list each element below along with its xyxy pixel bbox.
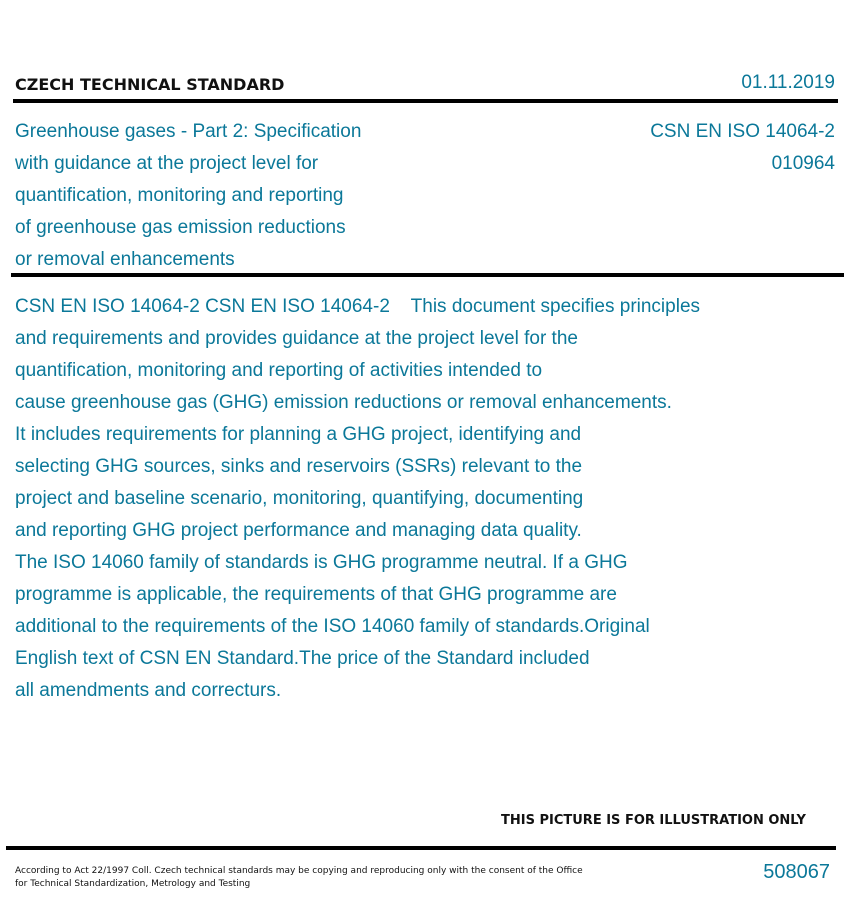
document-id: 508067 — [763, 861, 830, 883]
description-line: additional to the requirements of the ISO 14060 family of standards.Original — [15, 616, 650, 637]
title-divider — [11, 273, 844, 277]
standard-number: CSN EN ISO 14064-2 — [650, 121, 835, 142]
description-line: cause greenhouse gas (GHG) emission reductions or removal enhancements. — [15, 392, 672, 413]
standard-title — [15, 116, 361, 276]
title-line: quantification, monitoring and reporting — [15, 185, 344, 206]
title-line: or removal enhancements — [15, 249, 235, 270]
description-line: quantification, monitoring and reporting of activities intended to — [15, 360, 543, 381]
description-line: programme is applicable, the requirements of that GHG programme are — [15, 584, 617, 605]
legal-notice — [15, 865, 583, 891]
description-line: and requirements and provides guidance at the project level for the — [15, 328, 578, 349]
illustration-note: THIS PICTURE IS FOR ILLUSTRATION ONLY — [501, 813, 806, 828]
issue-date: 01.11.2019 — [741, 72, 835, 93]
description-line: project and baseline scenario, monitoring, quantifying, documenting — [15, 488, 584, 509]
legal-line: According to Act 22/1997 Coll. Czech technical standards may be copying and reproducing only with the consent of the Office — [15, 866, 583, 876]
description-line: and reporting GHG project performance and managing data quality. — [15, 520, 582, 541]
title-line: with guidance at the project level for — [15, 153, 319, 174]
footer-divider — [6, 846, 836, 850]
description-line: all amendments and correcturs. — [15, 680, 282, 701]
header-divider — [13, 99, 838, 103]
description-line: The ISO 14060 family of standards is GHG programme neutral. If a GHG — [15, 552, 628, 573]
description-line: CSN EN ISO 14064-2 CSN EN ISO 14064-2 This document specifies principles — [15, 296, 701, 317]
title-line: Greenhouse gases - Part 2: Specification — [15, 121, 362, 142]
description-line: It includes requirements for planning a GHG project, identifying and — [15, 424, 582, 445]
classification-code: 010964 — [771, 153, 835, 174]
title-line: of greenhouse gas emission reductions — [15, 217, 346, 238]
description-line: selecting GHG sources, sinks and reservoirs (SSRs) relevant to the — [15, 456, 583, 477]
standard-description — [15, 291, 700, 707]
document-type-label: CZECH TECHNICAL STANDARD — [15, 75, 285, 94]
standard-codes — [560, 116, 835, 180]
description-line: English text of CSN EN Standard.The price of the Standard included — [15, 648, 590, 669]
legal-line: for Technical Standardization, Metrology and Testing — [15, 879, 251, 889]
